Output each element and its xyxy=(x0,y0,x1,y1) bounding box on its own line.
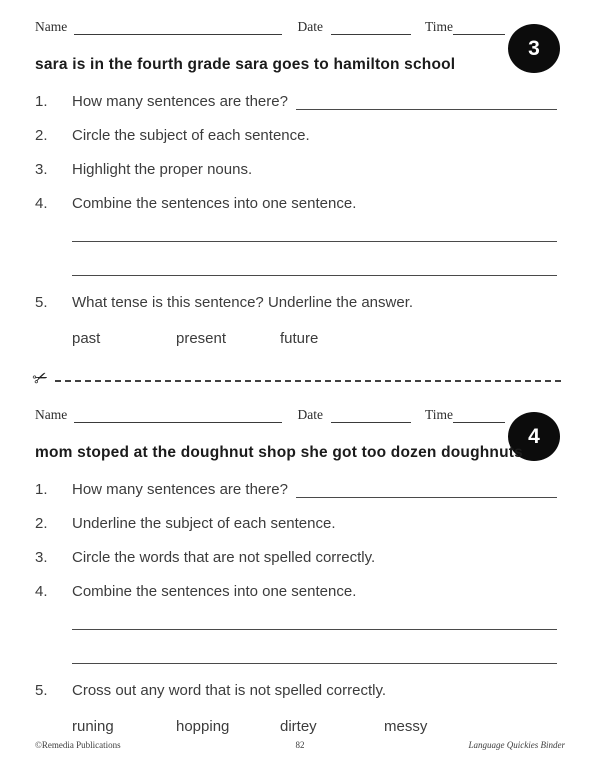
time-label: Time xyxy=(424,407,453,422)
question-number: 3. xyxy=(35,161,48,178)
date-label: Date xyxy=(297,19,323,34)
answer-option: runing xyxy=(72,718,114,735)
answer-blank-line xyxy=(296,95,557,110)
question-row xyxy=(35,161,557,178)
question-text: Circle the subject of each sentence. xyxy=(72,127,310,144)
question-number: 1. xyxy=(35,481,48,498)
scissors-icon: ✂ xyxy=(29,365,52,392)
question-text: How many sentences are there? xyxy=(72,93,288,110)
date-label: Date xyxy=(297,407,323,422)
answer-option: messy xyxy=(384,718,428,735)
name-date-time-header xyxy=(35,19,505,35)
dashed-cut-line xyxy=(55,380,565,382)
answer-option: future xyxy=(280,330,319,347)
name-date-time-header xyxy=(35,407,505,423)
page-footer xyxy=(35,740,565,750)
footer-publisher: ©Remedia Publications xyxy=(35,740,121,750)
question-row xyxy=(35,294,557,311)
question-row xyxy=(35,682,557,699)
question-row xyxy=(35,515,557,532)
question-text: Highlight the proper nouns. xyxy=(72,161,253,178)
answer-blank-line xyxy=(72,241,557,242)
question-number: 4. xyxy=(35,583,48,600)
time-label: Time xyxy=(424,19,453,34)
worksheet-prompt-sentence: sara is in the fourth grade sara goes to hamilton school xyxy=(35,56,456,73)
question-text: Combine the sentences into one sentence. xyxy=(72,583,357,600)
footer-book-title: Language Quickies Binder xyxy=(468,740,566,750)
question-text: Circle the words that are not spelled correctly. xyxy=(72,549,376,566)
answer-options-row xyxy=(72,330,384,347)
name-blank-line xyxy=(74,407,281,423)
question-row xyxy=(35,93,557,110)
answer-blank-line xyxy=(72,629,557,630)
question-text: What tense is this sentence? Underline the answer. xyxy=(72,294,414,311)
answer-option: present xyxy=(176,330,227,347)
answer-blank-line xyxy=(72,663,557,664)
date-blank-line xyxy=(331,19,411,35)
date-blank-line xyxy=(331,407,411,423)
worksheet-number-badge: 4 xyxy=(508,412,560,461)
time-blank-line xyxy=(453,407,505,423)
answer-option: dirtey xyxy=(280,718,317,735)
question-number: 5. xyxy=(35,682,48,699)
question-number: 1. xyxy=(35,93,48,110)
question-number: 2. xyxy=(35,127,48,144)
time-blank-line xyxy=(453,19,505,35)
question-text: Underline the subject of each sentence. xyxy=(72,515,336,532)
question-number: 3. xyxy=(35,549,48,566)
answer-option: past xyxy=(72,330,101,347)
question-row xyxy=(35,481,557,498)
name-blank-line xyxy=(74,19,281,35)
question-row xyxy=(35,583,557,600)
answer-option: hopping xyxy=(176,718,230,735)
question-text: Combine the sentences into one sentence. xyxy=(72,195,357,212)
answer-blank-line xyxy=(296,483,557,498)
question-text: Cross out any word that is not spelled correctly. xyxy=(72,682,387,699)
question-number: 2. xyxy=(35,515,48,532)
question-text: How many sentences are there? xyxy=(72,481,288,498)
answer-blank-line xyxy=(72,275,557,276)
question-number: 4. xyxy=(35,195,48,212)
name-label: Name xyxy=(35,19,68,34)
question-row xyxy=(35,195,557,212)
question-row xyxy=(35,127,557,144)
footer-page-number: 82 xyxy=(295,740,305,750)
worksheet-4 xyxy=(0,388,600,776)
name-label: Name xyxy=(35,407,68,422)
worksheet-number-badge: 3 xyxy=(508,24,560,73)
question-number: 5. xyxy=(35,294,48,311)
question-row xyxy=(35,549,557,566)
answer-options-row xyxy=(72,718,488,735)
worksheet-prompt-sentence: mom stoped at the doughnut shop she got too dozen doughnuts xyxy=(35,444,523,461)
